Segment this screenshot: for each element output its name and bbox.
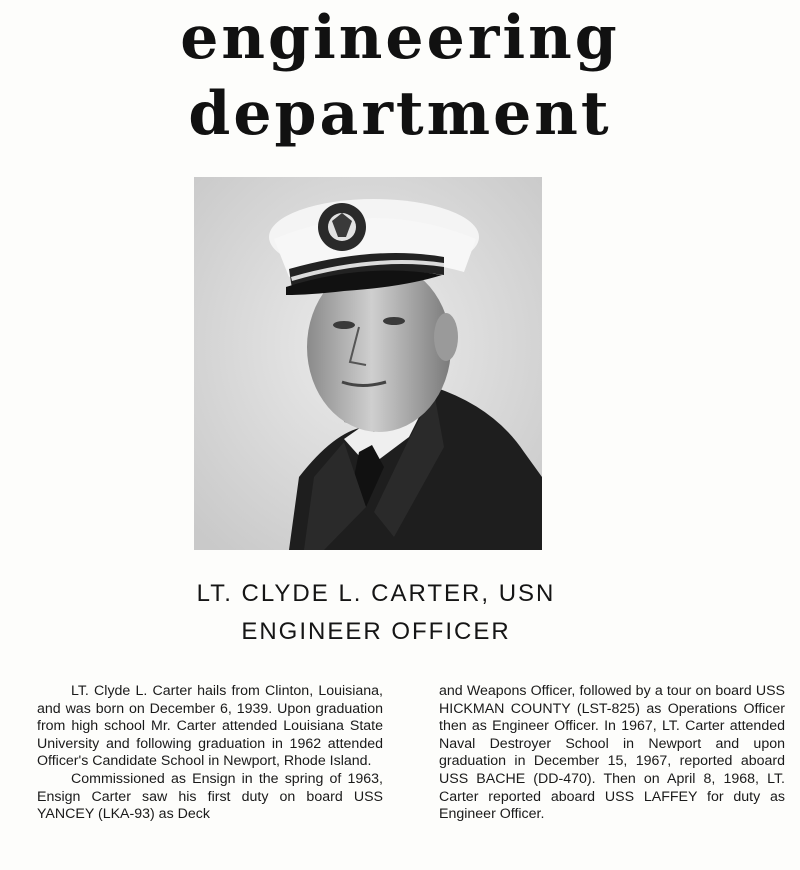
page-title-line-2: department xyxy=(188,79,612,149)
officer-title: ENGINEER OFFICER xyxy=(241,618,511,645)
bio-column-left xyxy=(37,683,383,824)
bio-column-right xyxy=(439,683,785,824)
officer-name: LT. CLYDE L. CARTER, USN xyxy=(196,580,556,607)
officer-portrait xyxy=(194,177,542,550)
bio-paragraph: and Weapons Officer, followed by a tour on board USS HICKMAN COUNTY (LST-825) as Operations Officer then as Engineer Officer. In 1967, LT. Carter attended Naval Destroyer School in Newport and upon graduation in December 15, 1967, reported aboard USS BACHE (DD-470). Then on April 8, 1968, LT. Carter reported aboard USS LAFFEY for duty as Engineer Officer. xyxy=(439,683,785,823)
page-title-line-1: engineering xyxy=(180,3,620,73)
bio-paragraph: Commissioned as Ensign in the spring of 1963, Ensign Carter saw his first duty on board USS YANCEY (LKA-93) as Deck xyxy=(37,770,383,823)
bio-paragraph: LT. Clyde L. Carter hails from Clinton, Louisiana, and was born on December 6, 1939. Upon graduation from high school Mr. Carter attended Louisiana State University and following graduation in 1962 attended Officer's Candidate School in Newport, Rhode Island. xyxy=(37,683,383,770)
